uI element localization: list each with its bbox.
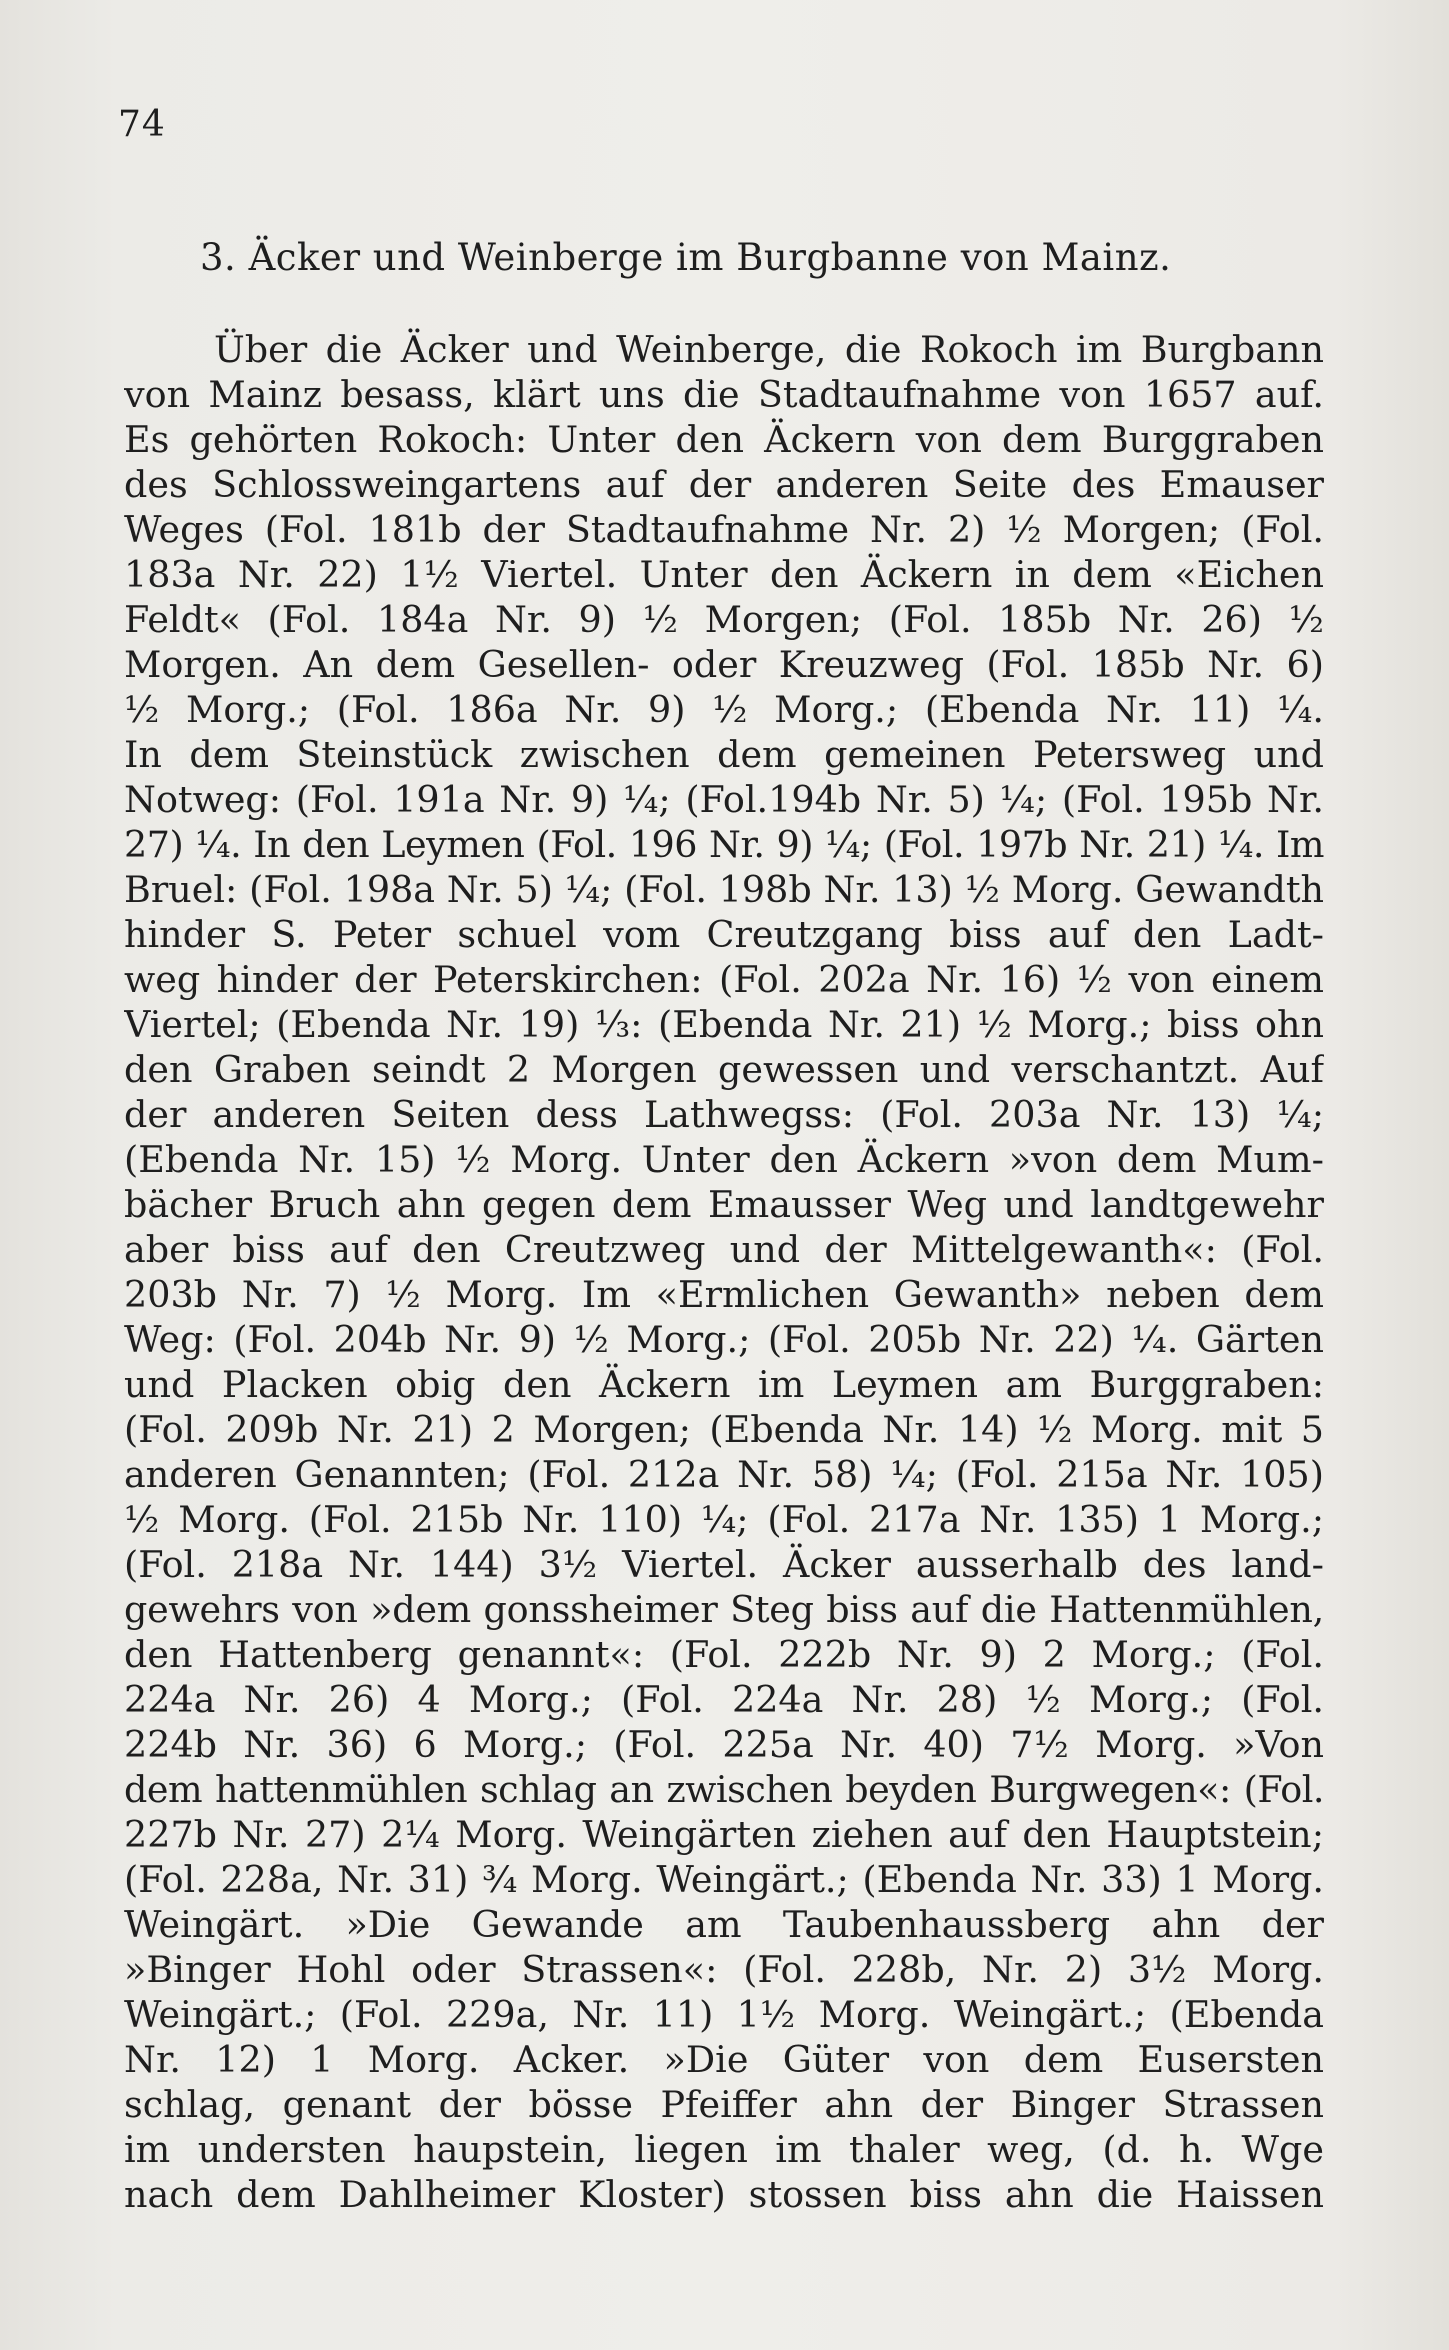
text-line: 224a Nr. 26) 4 Morg.; (Fol. 224a Nr. 28) ½ Morg.; (Fol. <box>124 1678 1324 1721</box>
text-line: Weingärt.; (Fol. 229a, Nr. 11) 1½ Morg. Weingärt.; (Ebenda <box>124 1993 1324 2036</box>
text-line: Nr. 12) 1 Morg. Acker. »Die Güter von dem Eusersten <box>124 2038 1324 2081</box>
text-line: bächer Bruch ahn gegen dem Emausser Weg und landtgewehr <box>124 1183 1324 1226</box>
text-line: gewehrs von »dem gonssheimer Steg biss auf die Hattenmühlen, <box>124 1588 1324 1631</box>
text-line: Weingärt. »Die Gewande am Taubenhaussberg ahn der <box>124 1903 1324 1946</box>
text-line: und Placken obig den Äckern im Leymen am Burggraben: <box>124 1363 1324 1406</box>
text-line: Feldt« (Fol. 184a Nr. 9) ½ Morgen; (Fol. 185b Nr. 26) ½ <box>124 598 1324 641</box>
text-line: nach dem Dahlheimer Kloster) stossen biss ahn die Haissen <box>124 2173 1324 2216</box>
text-line: 27) ¼. In den Leymen (Fol. 196 Nr. 9) ¼; (Fol. 197b Nr. 21) ¼. Im <box>124 823 1324 866</box>
page-number: 74 <box>118 104 166 145</box>
text-line: der anderen Seiten dess Lathwegss: (Fol. 203a Nr. 13) ¼; <box>124 1093 1324 1136</box>
text-line: 227b Nr. 27) 2¼ Morg. Weingärten ziehen auf den Hauptstein; <box>124 1813 1324 1856</box>
text-line: im understen haupstein, liegen im thaler weg, (d. h. Wge <box>124 2128 1324 2171</box>
text-line: (Ebenda Nr. 15) ½ Morg. Unter den Äckern »von dem Mum- <box>124 1138 1324 1181</box>
text-line: Notweg: (Fol. 191a Nr. 9) ¼; (Fol.194b Nr. 5) ¼; (Fol. 195b Nr. <box>124 778 1324 821</box>
text-line: Es gehörten Rokoch: Unter den Äckern von dem Burggraben <box>124 418 1324 461</box>
text-line: schlag, genant der bösse Pfeiffer ahn der Binger Strassen <box>124 2083 1324 2126</box>
text-line: Über die Äcker und Weinberge, die Rokoch im Burgbann <box>214 328 1324 371</box>
text-line: Weg: (Fol. 204b Nr. 9) ½ Morg.; (Fol. 205b Nr. 22) ¼. Gärten <box>124 1318 1324 1361</box>
text-line: »Binger Hohl oder Strassen«: (Fol. 228b, Nr. 2) 3½ Morg. <box>124 1948 1324 1991</box>
text-line: aber biss auf den Creutzweg und der Mittelgewanth«: (Fol. <box>124 1228 1324 1271</box>
text-line: den Hattenberg genannt«: (Fol. 222b Nr. 9) 2 Morg.; (Fol. <box>124 1633 1324 1676</box>
text-line: anderen Genannten; (Fol. 212a Nr. 58) ¼; (Fol. 215a Nr. 105) <box>124 1453 1324 1496</box>
text-line: den Graben seindt 2 Morgen gewessen und verschantzt. Auf <box>124 1048 1324 1091</box>
text-line: Morgen. An dem Gesellen- oder Kreuzweg (Fol. 185b Nr. 6) <box>124 643 1324 686</box>
text-line: dem hattenmühlen schlag an zwischen beyden Burgwegen«: (Fol. <box>124 1768 1324 1811</box>
text-line: In dem Steinstück zwischen dem gemeinen Petersweg und <box>124 733 1324 776</box>
text-line: Bruel: (Fol. 198a Nr. 5) ¼; (Fol. 198b Nr. 13) ½ Morg. Gewandth <box>124 868 1324 911</box>
text-line: Weges (Fol. 181b der Stadtaufnahme Nr. 2) ½ Morgen; (Fol. <box>124 508 1324 551</box>
text-line: ½ Morg. (Fol. 215b Nr. 110) ¼; (Fol. 217a Nr. 135) 1 Morg.; <box>124 1498 1324 1541</box>
body-text <box>124 327 1324 2217</box>
text-line: (Fol. 228a, Nr. 31) ¾ Morg. Weingärt.; (Ebenda Nr. 33) 1 Morg. <box>124 1858 1324 1901</box>
text-line: (Fol. 209b Nr. 21) 2 Morgen; (Ebenda Nr. 14) ½ Morg. mit 5 <box>124 1408 1324 1451</box>
text-line: 203b Nr. 7) ½ Morg. Im «Ermlichen Gewanth» neben dem <box>124 1273 1324 1316</box>
text-line: weg hinder der Peterskirchen: (Fol. 202a Nr. 16) ½ von einem <box>124 958 1324 1001</box>
section-heading: 3. Äcker und Weinberge im Burgbanne von Mainz. <box>200 236 1172 279</box>
text-line: hinder S. Peter schuel vom Creutzgang biss auf den Ladt- <box>124 913 1324 956</box>
text-line: 224b Nr. 36) 6 Morg.; (Fol. 225a Nr. 40) 7½ Morg. »Von <box>124 1723 1324 1766</box>
text-line: (Fol. 218a Nr. 144) 3½ Viertel. Äcker ausserhalb des land- <box>124 1543 1324 1586</box>
text-line: Viertel; (Ebenda Nr. 19) ⅓: (Ebenda Nr. 21) ½ Morg.; biss ohn <box>124 1003 1324 1046</box>
text-line: ½ Morg.; (Fol. 186a Nr. 9) ½ Morg.; (Ebenda Nr. 11) ¼. <box>124 688 1324 731</box>
text-line: von Mainz besass, klärt uns die Stadtaufnahme von 1657 auf. <box>124 373 1324 416</box>
text-line: 183a Nr. 22) 1½ Viertel. Unter den Äckern in dem «Eichen <box>124 553 1324 596</box>
text-line: des Schlossweingartens auf der anderen Seite des Emauser <box>124 463 1324 506</box>
